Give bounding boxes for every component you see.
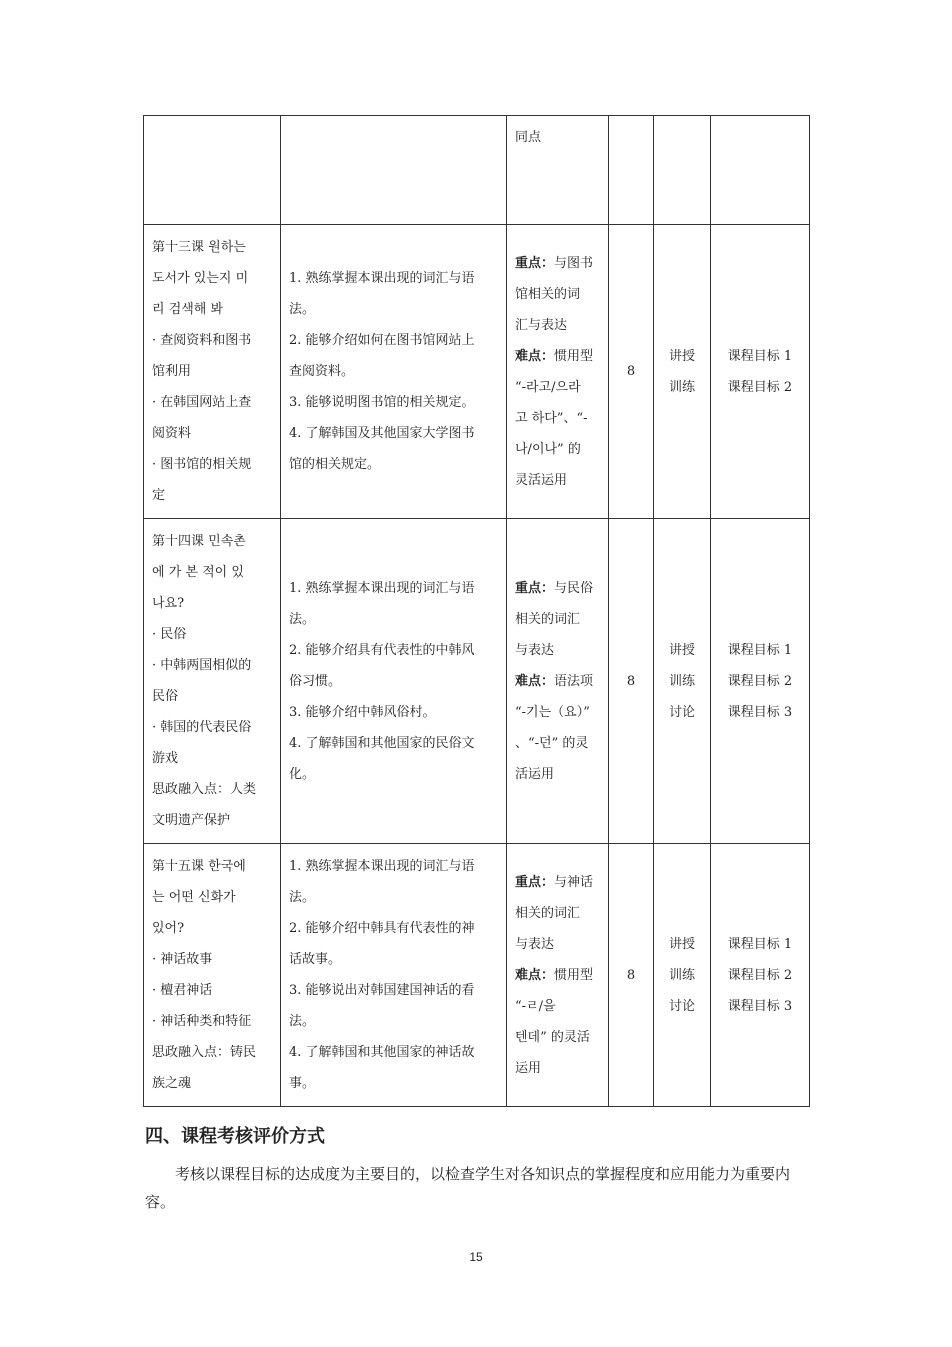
hours-cell: 8 — [609, 519, 654, 844]
cell-line: 法。 — [289, 890, 316, 905]
key-points-cell — [507, 116, 609, 225]
cell-text: 惯用型 — [554, 348, 594, 364]
method-cell — [654, 844, 711, 1107]
hours-cell: 8 — [609, 225, 654, 519]
cell-line: · 民俗 — [152, 627, 187, 642]
cell-line: 는 어떤 신화가 — [152, 890, 236, 905]
cell-line — [515, 666, 600, 697]
cell-line — [515, 310, 600, 341]
hours-cell — [609, 116, 654, 225]
cell-text: “-기는（요）” — [515, 704, 590, 720]
cell-text: 汇与表达 — [515, 317, 568, 333]
cell-line: 에 가 본 적이 있 — [152, 565, 244, 580]
cell-line: 事。 — [289, 1076, 316, 1091]
cell-line: 训练 — [668, 967, 695, 983]
goal-cell — [711, 519, 810, 844]
cell-line: 课程目标 1 — [727, 936, 793, 952]
cell-label: 重点： — [515, 874, 555, 890]
cell-line: 讲授 — [668, 348, 695, 364]
cell-text: 馆相关的词 — [515, 286, 581, 302]
cell-text: 与民俗 — [554, 580, 594, 596]
cell-line — [515, 728, 600, 759]
table-row — [144, 519, 810, 844]
cell-line: 1. 熟练掌握本课出现的词汇与语 — [289, 580, 475, 596]
cell-text: 与表达 — [515, 642, 555, 658]
cell-line — [515, 1053, 600, 1084]
cell-line: 나요? — [152, 596, 185, 611]
cell-line: 4. 了解韩国和其他国家的神话故 — [289, 1045, 475, 1060]
cell-line: 思政融入点：铸民 — [152, 1045, 257, 1060]
cell-text: 语法项 — [554, 673, 594, 689]
method-cell — [654, 116, 711, 225]
cell-text: 相关的词汇 — [515, 611, 581, 627]
cell-line: 俗习惯。 — [289, 673, 342, 689]
cell-text: 灵活运用 — [515, 472, 568, 488]
content-cell — [144, 844, 281, 1107]
cell-line: 1. 熟练掌握本课出现的词汇与语 — [289, 271, 475, 286]
cell-line — [515, 898, 600, 929]
cell-text: 나/이나” 的 — [515, 441, 581, 457]
cell-line: 定 — [152, 488, 166, 503]
cell-line: · 韩国的代表民俗 — [152, 720, 252, 735]
cell-line — [515, 248, 600, 279]
cell-line: 法。 — [289, 611, 316, 627]
cell-line: 课程目标 1 — [727, 642, 793, 658]
cell-line: 리 검색해 봐 — [152, 302, 224, 317]
cell-line: 讨论 — [668, 998, 695, 1014]
table-row — [144, 225, 810, 519]
cell-line: 讨论 — [668, 704, 695, 720]
cell-line: 4. 了解韩国及其他国家大学图书 — [289, 426, 475, 441]
cell-text: 惯用型 — [554, 967, 594, 983]
cell-line — [515, 465, 600, 496]
cell-line: · 查阅资料和图书 — [152, 333, 252, 348]
cell-text: 与神话 — [554, 874, 594, 890]
cell-line — [515, 697, 600, 728]
objectives-cell — [281, 519, 507, 844]
cell-line — [515, 635, 600, 666]
cell-text: 고 하다”、“- — [515, 410, 588, 426]
cell-text: 运用 — [515, 1060, 542, 1076]
section-heading: 四、课程考核评价方式 — [145, 1126, 325, 1147]
cell-line: 族之魂 — [152, 1076, 192, 1091]
cell-line — [515, 759, 600, 790]
cell-line: 课程目标 3 — [727, 998, 793, 1014]
table-row — [144, 844, 810, 1107]
cell-line: 3. 能够说明图书馆的相关规定。 — [289, 395, 475, 410]
cell-line: 2. 能够介绍中韩具有代表性的神 — [289, 921, 475, 936]
cell-line — [515, 991, 600, 1022]
key-points-cell — [507, 519, 609, 844]
cell-text: “-ㄹ/을 — [515, 998, 556, 1014]
cell-line — [515, 434, 600, 465]
cell-text: 同点 — [515, 130, 542, 145]
cell-line — [515, 279, 600, 310]
cell-line: 游戏 — [152, 751, 179, 766]
cell-text: 텐데” 的灵活 — [515, 1029, 590, 1045]
goal-cell — [711, 844, 810, 1107]
cell-line: 课程目标 3 — [727, 704, 793, 720]
goal-cell — [711, 225, 810, 519]
cell-label: 难点： — [515, 967, 555, 983]
content-cell — [144, 519, 281, 844]
cell-line: 法。 — [289, 302, 316, 317]
cell-line: 있어? — [152, 921, 185, 936]
cell-line: 文明遗产保护 — [152, 813, 231, 828]
content-cell — [144, 225, 281, 519]
cell-text: 与图书 — [554, 255, 594, 271]
cell-line: 2. 能够介绍具有代表性的中韩风 — [289, 642, 475, 658]
cell-text: 活运用 — [515, 766, 555, 782]
cell-line: 思政融入点：人类 — [152, 782, 257, 797]
method-cell — [654, 519, 711, 844]
cell-line: 第十五课 한국에 — [152, 859, 246, 874]
key-points-cell — [507, 225, 609, 519]
cell-line: · 图书馆的相关规 — [152, 457, 252, 472]
cell-text: 与表达 — [515, 936, 555, 952]
cell-line: · 檀君神话 — [152, 983, 213, 998]
cell-line — [515, 372, 600, 403]
cell-line: 1. 熟练掌握本课出现的词汇与语 — [289, 859, 475, 874]
table-row — [144, 116, 810, 225]
cell-line: 도서가 있는지 미 — [152, 271, 249, 286]
content-cell — [144, 116, 281, 225]
cell-line: 民俗 — [152, 689, 179, 704]
cell-line: 2. 能够介绍如何在图书馆网站上 — [289, 333, 475, 348]
cell-line: 3. 能够介绍中韩风俗村。 — [289, 704, 436, 720]
cell-label: 重点： — [515, 580, 555, 596]
objectives-cell — [281, 844, 507, 1107]
cell-line: 第十三课 원하는 — [152, 240, 246, 255]
cell-line: 课程目标 1 — [727, 348, 793, 364]
cell-line — [515, 960, 600, 991]
cell-label: 难点： — [515, 348, 555, 364]
cell-label: 难点： — [515, 673, 555, 689]
page-number: 15 — [469, 1250, 483, 1264]
objectives-cell — [281, 225, 507, 519]
cell-line: · 神话种类和特征 — [152, 1014, 252, 1029]
cell-label: 重点： — [515, 255, 555, 271]
key-points-cell — [507, 844, 609, 1107]
cell-line — [515, 867, 600, 898]
cell-text: 、“-던” 的灵 — [515, 735, 589, 751]
cell-line — [515, 573, 600, 604]
cell-line: 讲授 — [668, 642, 695, 658]
cell-text: “-라고/으라 — [515, 379, 581, 395]
cell-line: 讲授 — [668, 936, 695, 952]
cell-line: 话故事。 — [289, 952, 342, 967]
cell-line: 馆的相关规定。 — [289, 457, 381, 472]
cell-line — [515, 604, 600, 635]
cell-line: 查阅资料。 — [289, 364, 355, 379]
cell-line: 法。 — [289, 1014, 316, 1029]
cell-line: 化。 — [289, 766, 316, 782]
cell-line — [515, 341, 600, 372]
cell-text: 相关的词汇 — [515, 905, 581, 921]
cell-line: 训练 — [668, 673, 695, 689]
cell-line — [515, 403, 600, 434]
cell-line: · 在韩国网站上查 — [152, 395, 252, 410]
cell-line: 阅资料 — [152, 426, 192, 441]
cell-line: 课程目标 2 — [727, 967, 793, 983]
cell-line — [515, 1022, 600, 1053]
cell-line: 第十四课 민속촌 — [152, 534, 246, 549]
syllabus-table — [143, 115, 810, 1107]
cell-line: 训练 — [668, 379, 695, 395]
hours-cell: 8 — [609, 844, 654, 1107]
cell-line: · 神话故事 — [152, 952, 213, 967]
body-paragraph: 考核以课程目标的达成度为主要目的，以检查学生对各知识点的掌握程度和应用能力为重要内容。 — [145, 1165, 791, 1211]
cell-line: 馆利用 — [152, 364, 192, 379]
method-cell — [654, 225, 711, 519]
goal-cell — [711, 116, 810, 225]
cell-line: 课程目标 2 — [727, 673, 793, 689]
cell-line: 4. 了解韩国和其他国家的民俗文 — [289, 735, 475, 751]
cell-line: 课程目标 2 — [727, 379, 793, 395]
cell-line: · 中韩两国相似的 — [152, 658, 252, 673]
cell-line: 3. 能够说出对韩国建国神话的看 — [289, 983, 475, 998]
objectives-cell — [281, 116, 507, 225]
cell-line — [515, 929, 600, 960]
